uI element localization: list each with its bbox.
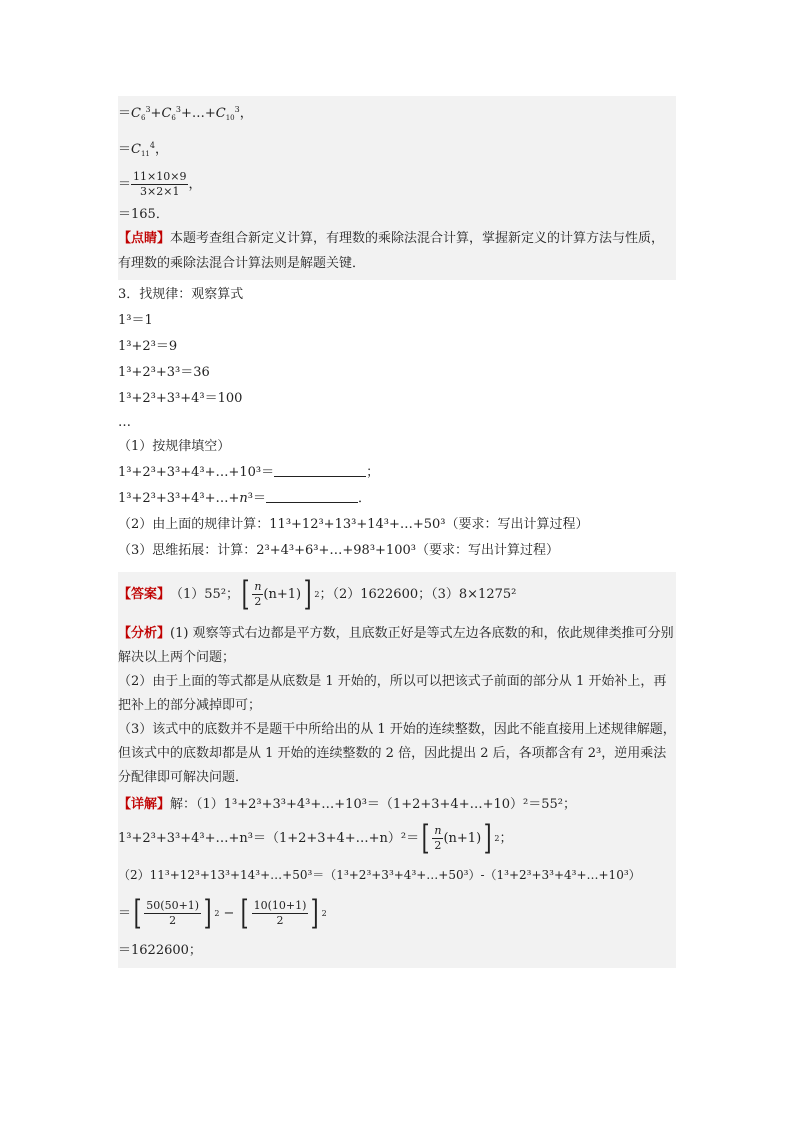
combination-result-line: $=C_{11}^4$， — [118, 141, 168, 158]
ellipsis: … — [118, 415, 131, 430]
equation-1: 1³＝1 — [118, 313, 153, 328]
detail-line-1: 【详解】解：（1）1³+2³+3³+4³+…+10³＝（1+2+3+4+…+10）²＝55²； — [118, 797, 576, 812]
answer-blank-1[interactable] — [274, 464, 366, 477]
question-block — [118, 280, 676, 564]
answer-label: 【答案】 — [118, 586, 171, 602]
answer-blank-2[interactable] — [266, 490, 358, 503]
analysis-paragraph-1: 【分析】(1) 观察等式右边都是平方数，且底数正好是等式左边各底数的和，依此规律类推可分别解决以上两个问题； — [118, 626, 674, 665]
answer-analysis-block — [118, 572, 676, 968]
part-3-prompt: （3）思维拓展：计算：2³+4³+6³+…+98³+100³（要求：写出计算过程） — [118, 543, 559, 558]
document-page — [118, 96, 676, 968]
detail-line-4: ＝ [ $\frac{50(50+1)}{2}$ ] 2 − [ $\frac{10(10+1)}{2}$ ] 2 — [118, 893, 327, 933]
detail-label: 【详解】 — [118, 797, 171, 812]
detail-line-3: （2）11³+12³+13³+14³+…+50³＝（1³+2³+3³+4³+…+50³）-（1³+2³+3³+4³+…+10³） — [118, 868, 641, 882]
frac-50: $\frac{50(50+1)}{2}$ — [146, 898, 200, 927]
part-1-prompt: （1）按规律填空） — [118, 439, 231, 454]
analysis-paragraph-3: （3）该式中的底数并不是题干中所给出的从 1 开始的连续整数，因此不能直接用上述规律解题，但该式中的底数却都是从 1 开始的连续整数的 2 倍，因此提出 2 后，各项都含有 2³，逆用乘法分配律即可解决问题． — [118, 722, 676, 785]
dianjing-paragraph: 【点睛】本题考查组合新定义计算，有理数的乘除法混合计算，掌握新定义的计算方法与性质，有理数的乘除法混合计算法则是解题关键． — [118, 231, 665, 271]
detail-line-2: 1³+2³+3³+4³+…+n³＝（1+2+3+4+…+n）²＝ [ $\frac{n}{2}$ (n+1) ] 2 ； — [118, 818, 513, 858]
answer-line: 【答案】 （1）55²； [ $\frac{n}{2}$ (n+1) ] 2 ；（2）1622600；（3）8×1275² — [118, 574, 517, 614]
frac-10: $\frac{10(10+1)}{2}$ — [253, 898, 307, 927]
equation-2: 1³+2³＝9 — [118, 339, 178, 354]
answer-fraction: $\frac{n}{2}$ — [254, 579, 262, 608]
question-title: 3．找规律：观察算式 — [118, 287, 244, 302]
analysis-paragraph-2: （2）由于上面的等式都是从底数是 1 开始的，所以可以把该式子前面的部分从 1 开始补上，再把补上的部分减掉即可； — [118, 674, 667, 713]
equation-3: 1³+2³+3³＝36 — [118, 365, 210, 380]
equation-4: 1³+2³+3³+4³＝100 — [118, 391, 243, 406]
combination-sum-line: $=C_6^3+C_6^3+\dots+C_{10}^3$， — [118, 105, 253, 122]
part-2-prompt: （2）由上面的规律计算：11³+12³+13³+14³+…+50³（要求：写出计算过程） — [118, 517, 589, 532]
fraction: $\frac{11\times 10\times 9}{3\times 2\times 1}$ — [133, 170, 187, 198]
detail-final: ＝1622600； — [118, 943, 202, 958]
fill-blank-2: 1³+2³+3³+4³+…+n³＝ ． — [118, 491, 372, 506]
fill-blank-1: 1³+2³+3³+4³+…+10³＝ ； — [118, 465, 380, 480]
fraction-line: ＝ $\frac{11\times 10\times 9}{3\times 2\times 1}$ ， — [118, 170, 202, 198]
solution-continuation-block — [118, 96, 676, 280]
dianjing-label: 【点睛】 — [118, 231, 171, 246]
analysis-label: 【分析】 — [118, 626, 171, 641]
result-line: ＝165． — [118, 207, 169, 222]
